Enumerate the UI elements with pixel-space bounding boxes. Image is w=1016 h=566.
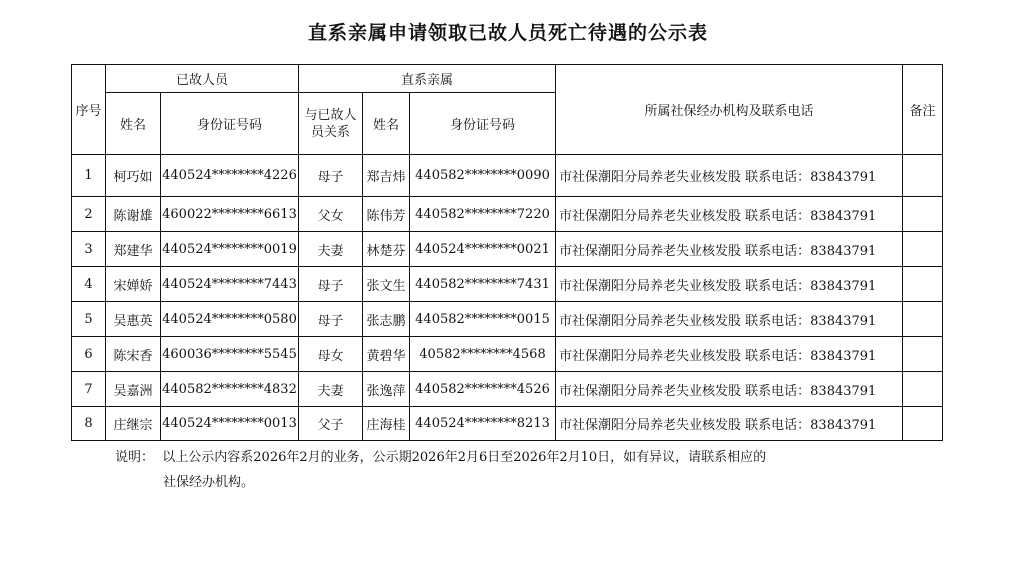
cell-relative-name: 郑吉炜 xyxy=(363,155,410,197)
cell-deceased-name: 庄继宗 xyxy=(106,407,161,441)
cell-relative-id: 440582********4526 xyxy=(410,372,556,407)
cell-deceased-id: 460036********5545 xyxy=(161,337,299,372)
cell-relative-name: 庄海桂 xyxy=(363,407,410,441)
header-deceased-group: 已故人员 xyxy=(106,65,299,93)
table-row xyxy=(72,155,943,197)
cell-agency: 市社保潮阳分局养老失业核发股 联系电话：83843791 xyxy=(556,197,903,232)
cell-deceased-name: 陈宋香 xyxy=(106,337,161,372)
cell-remark xyxy=(903,197,943,232)
cell-relation: 母子 xyxy=(299,155,363,197)
cell-remark xyxy=(903,155,943,197)
cell-seq: 2 xyxy=(72,197,106,232)
cell-deceased-id: 440524********0019 xyxy=(161,232,299,267)
cell-deceased-id: 440524********0580 xyxy=(161,302,299,337)
cell-deceased-id: 440524********4226 xyxy=(161,155,299,197)
cell-relative-name: 黄碧华 xyxy=(363,337,410,372)
table-row xyxy=(72,267,943,302)
cell-relation: 父子 xyxy=(299,407,363,441)
table-row xyxy=(72,337,943,372)
cell-seq: 3 xyxy=(72,232,106,267)
cell-remark xyxy=(903,232,943,267)
cell-relative-id: 440524********8213 xyxy=(410,407,556,441)
cell-agency: 市社保潮阳分局养老失业核发股 联系电话：83843791 xyxy=(556,232,903,267)
table-row xyxy=(72,372,943,407)
cell-relative-id: 440582********7220 xyxy=(410,197,556,232)
cell-relative-name: 林楚芬 xyxy=(363,232,410,267)
cell-seq: 7 xyxy=(72,372,106,407)
header-relation: 与已故人员关系 xyxy=(299,93,363,155)
cell-agency: 市社保潮阳分局养老失业核发股 联系电话：83843791 xyxy=(556,155,903,197)
cell-deceased-id: 460022********6613 xyxy=(161,197,299,232)
cell-deceased-name: 宋婵娇 xyxy=(106,267,161,302)
note-label: 说明： xyxy=(115,450,155,465)
cell-deceased-name: 吴嘉洲 xyxy=(106,372,161,407)
cell-deceased-name: 陈谢雄 xyxy=(106,197,161,232)
header-remarks: 备注 xyxy=(903,65,943,155)
cell-remark xyxy=(903,407,943,441)
notice-table xyxy=(71,64,943,441)
cell-remark xyxy=(903,302,943,337)
cell-agency: 市社保潮阳分局养老失业核发股 联系电话：83843791 xyxy=(556,267,903,302)
cell-remark xyxy=(903,267,943,302)
cell-relation: 母子 xyxy=(299,302,363,337)
header-seq: 序号 xyxy=(72,65,106,155)
cell-seq: 6 xyxy=(72,337,106,372)
header-deceased-name: 姓名 xyxy=(106,93,161,155)
header-agency: 所属社保经办机构及联系电话 xyxy=(556,65,903,155)
header-relative-group: 直系亲属 xyxy=(299,65,556,93)
cell-remark xyxy=(903,337,943,372)
table-row xyxy=(72,407,943,441)
cell-relative-name: 陈伟芳 xyxy=(363,197,410,232)
note-line-2: 社保经办机构。 xyxy=(163,475,255,490)
cell-deceased-id: 440582********4832 xyxy=(161,372,299,407)
cell-relative-id: 440582********0090 xyxy=(410,155,556,197)
table-row xyxy=(72,232,943,267)
cell-remark xyxy=(903,372,943,407)
header-relative-name: 姓名 xyxy=(363,93,410,155)
header-row-group xyxy=(72,65,943,93)
cell-seq: 5 xyxy=(72,302,106,337)
cell-relative-id: 440524********0021 xyxy=(410,232,556,267)
cell-seq: 1 xyxy=(72,155,106,197)
cell-seq: 8 xyxy=(72,407,106,441)
cell-agency: 市社保潮阳分局养老失业核发股 联系电话：83843791 xyxy=(556,407,903,441)
cell-deceased-name: 吴惠英 xyxy=(106,302,161,337)
table-row xyxy=(72,302,943,337)
cell-agency: 市社保潮阳分局养老失业核发股 联系电话：83843791 xyxy=(556,337,903,372)
note-text-1: 以上公示内容系2026年2月的业务，公示期2026年2月6日至2026年2月10日，如有异议，请联系相应的 xyxy=(162,450,767,465)
cell-agency: 市社保潮阳分局养老失业核发股 联系电话：83843791 xyxy=(556,302,903,337)
header-relative-id: 身份证号码 xyxy=(410,93,556,155)
cell-deceased-id: 440524********7443 xyxy=(161,267,299,302)
cell-relative-id: 440582********0015 xyxy=(410,302,556,337)
table-row xyxy=(72,197,943,232)
cell-seq: 4 xyxy=(72,267,106,302)
cell-relation: 母子 xyxy=(299,267,363,302)
cell-relation: 母女 xyxy=(299,337,363,372)
cell-deceased-id: 440524********0013 xyxy=(161,407,299,441)
note-block xyxy=(115,445,766,495)
cell-deceased-name: 郑建华 xyxy=(106,232,161,267)
header-deceased-id: 身份证号码 xyxy=(161,93,299,155)
cell-relation: 夫妻 xyxy=(299,372,363,407)
cell-agency: 市社保潮阳分局养老失业核发股 联系电话：83843791 xyxy=(556,372,903,407)
page-title: 直系亲属申请领取已故人员死亡待遇的公示表 xyxy=(307,22,708,44)
cell-relation: 父女 xyxy=(299,197,363,232)
cell-relation: 夫妻 xyxy=(299,232,363,267)
cell-relative-name: 张文生 xyxy=(363,267,410,302)
cell-relative-name: 张志鹏 xyxy=(363,302,410,337)
cell-deceased-name: 柯巧如 xyxy=(106,155,161,197)
cell-relative-id: 40582********4568 xyxy=(410,337,556,372)
cell-relative-name: 张逸萍 xyxy=(363,372,410,407)
cell-relative-id: 440582********7431 xyxy=(410,267,556,302)
note-line-1 xyxy=(115,445,766,470)
